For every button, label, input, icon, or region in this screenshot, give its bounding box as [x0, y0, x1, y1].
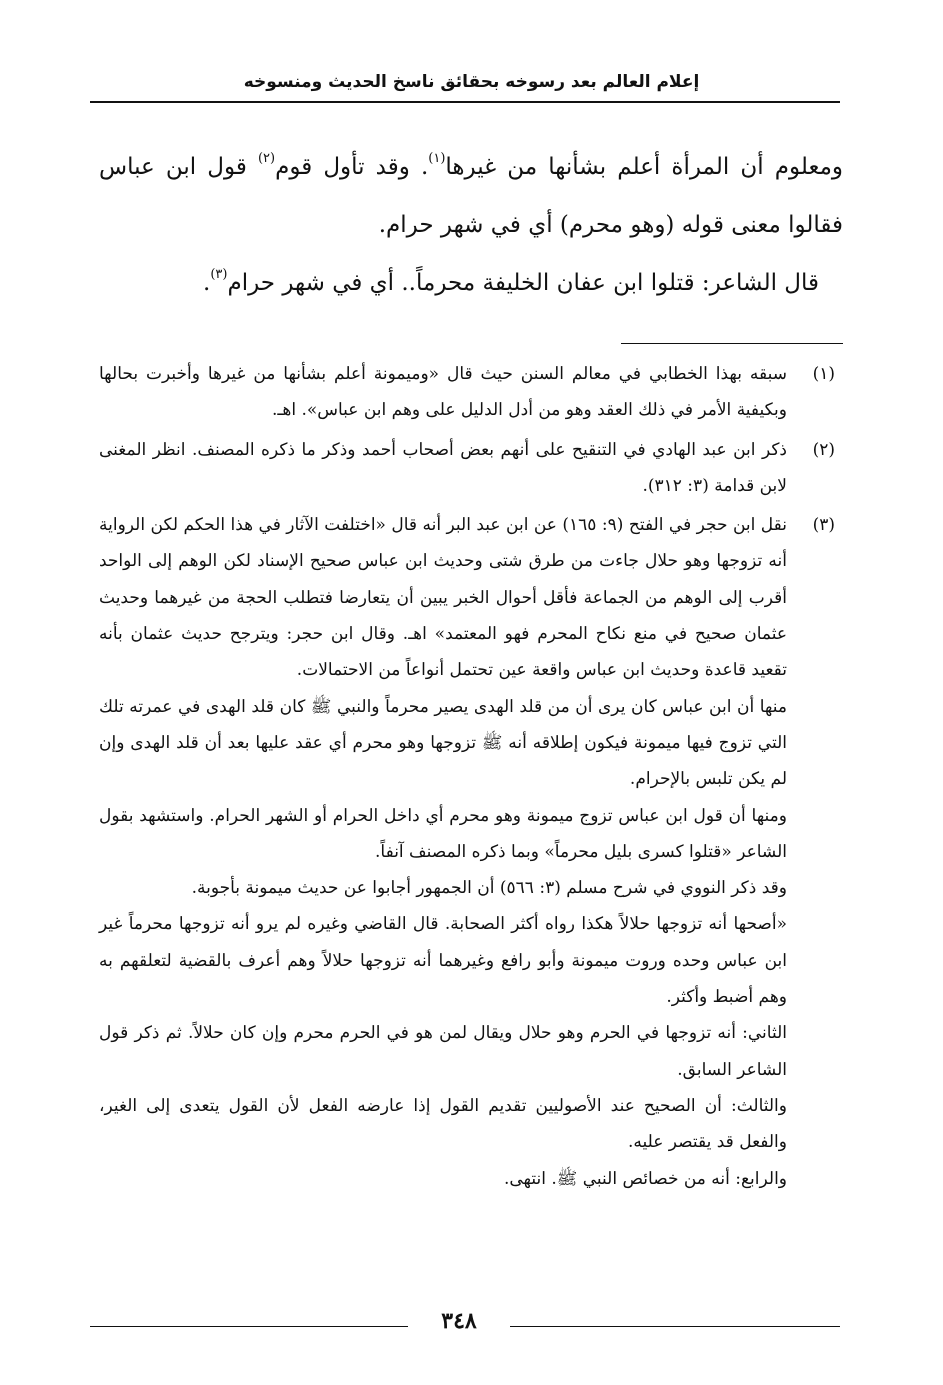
footnote-body — [99, 432, 787, 505]
footnote-paragraph: والثالث: أن الصحيح عند الأصوليين تقديم القول إذا عارضه الفعل لأن القول يتعدى إلى الغير، والفعل قد يقتصر عليه. — [99, 1095, 787, 1153]
footer-rule-left — [90, 1326, 408, 1327]
footnote-paragraph: «أصحها أنه تزوجها حلالاً هكذا رواه أكثر الصحابة. قال القاضي وغيره لم يرو أنه تزوجها محرماً غير ابن عباس وحده وروت ميمونة وأبو رافع وغيرهما أنه تزوجها حلالاً وهم أعرف بالقضية لتعلقهم به وهم أضبط وأكثر. — [99, 914, 787, 1008]
main-paragraph-2 — [99, 254, 843, 312]
footnote-paragraph: الثاني: أنه تزوجها في الحرم وهو حلال ويقال لمن هو في الحرم محرم وإن كان حلالاً. ثم ذكر قول الشاعر السابق. — [99, 1023, 787, 1080]
footnote-paragraph: وقد ذكر النووي في شرح مسلم (٣: ٥٦٦) أن الجمهور أجابوا عن حديث ميمونة بأجوبة. — [191, 878, 787, 899]
page-footer — [90, 1306, 840, 1346]
footnote-number: (٣) — [812, 515, 835, 536]
footnote-paragraph: سبقه بهذا الخطابي في معالم السنن حيث قال «وميمونة أعلم بشأنها من غيرها وأخبرت بحالها وبكيفية الأمر في ذلك العقد وهو من أدل الدليل على وهم ابن عباس». اهـ. — [99, 364, 787, 421]
footnote-3 — [99, 507, 843, 1197]
main-p1-b: . وقد تأول قوم — [275, 154, 429, 180]
footnote-body — [99, 507, 787, 1197]
header-rule — [90, 101, 840, 103]
page-number: ٣٤٨ — [441, 1308, 477, 1334]
footnote-paragraph: والرابع: أنه من خصائص النبي ﷺ. انتهى. — [503, 1168, 787, 1189]
main-p2-a: قال الشاعر: قتلوا ابن عفان الخليفة محرماً.. أي في شهر حرام — [227, 270, 819, 296]
footnote-number: (٢) — [812, 439, 835, 460]
footnote-paragraph: نقل ابن حجر في الفتح (٩: ١٦٥) عن ابن عبد البر أنه قال «اختلفت الآثار في هذا الحكم لكن الرواية أنه تزوجها وهو حلال جاءت من طرق شتى وحديث ابن عباس صحيح الإسناد لكن الوهم إلى الواحد أقرب إلى الوهم من الجماعة فأقل أحوال الخبر يبين أن يتعارضا فتطلب الحجة من غيرهما وحديث عثمان صحيح في منع نكاح المحرم فهو المعتمد» اهـ. وقال ابن حجر: ويترجح حديث عثمان بأنه تقعيد قاعدة وحديث ابن عباس واقعة عين تحتمل أنواعاً من الاحتمالات. — [99, 515, 787, 681]
footnote-1 — [99, 356, 843, 429]
footer-rule-right — [510, 1326, 840, 1327]
footnote-number: (١) — [812, 364, 835, 384]
footnote-ref-3[interactable]: (٣) — [210, 267, 228, 282]
main-p1-c: قول ابن عباس فقالوا معنى قوله (وهو محرم) أي في شهر حرام. — [99, 154, 843, 238]
footnote-rule — [621, 343, 843, 344]
footnotes — [99, 356, 843, 1200]
footnote-paragraph: ذكر ابن عبد الهادي في التنقيح على أنهم بعض أصحاب أحمد وذكر ما ذكره المصنف. انظر المغنى لابن قدامة (٣: ٣١٢). — [99, 439, 787, 496]
footnote-2 — [99, 432, 843, 505]
running-head: إعلام العالم بعد رسوخه بحقائق ناسخ الحديث ومنسوخه — [243, 72, 700, 92]
footnote-ref-1[interactable]: (١) — [428, 151, 446, 166]
footnote-ref-2[interactable]: (٢) — [257, 151, 276, 166]
main-p1-a: ومعلوم أن المرأة أعلم بشأنها من غيرها — [445, 154, 844, 180]
main-text — [99, 138, 843, 312]
footnote-paragraph: ومنها أن قول ابن عباس تزوج ميمونة وهو محرم أي داخل الحرام أو الشهر الحرام. واستشهد بقول الشاعر «قتلوا كسرى بليل محرماً» وبما ذكره المصنف آنفاً. — [99, 805, 787, 862]
footnote-paragraph: منها أن ابن عباس كان يرى أن من قلد الهدى يصير محرماً والنبي ﷺ كان قلد الهدى في عمرته تلك التي تزوج فيها ميمونة فيكون إطلاقه أنه ﷺ تزوجها وهو محرم أي عقد عليها بعد أن قلد الهدى وإن لم يكن تلبس بالإحرام. — [99, 696, 787, 790]
main-paragraph-1 — [99, 138, 843, 254]
footnote-body — [99, 356, 787, 429]
main-p2-b: . — [203, 270, 211, 296]
